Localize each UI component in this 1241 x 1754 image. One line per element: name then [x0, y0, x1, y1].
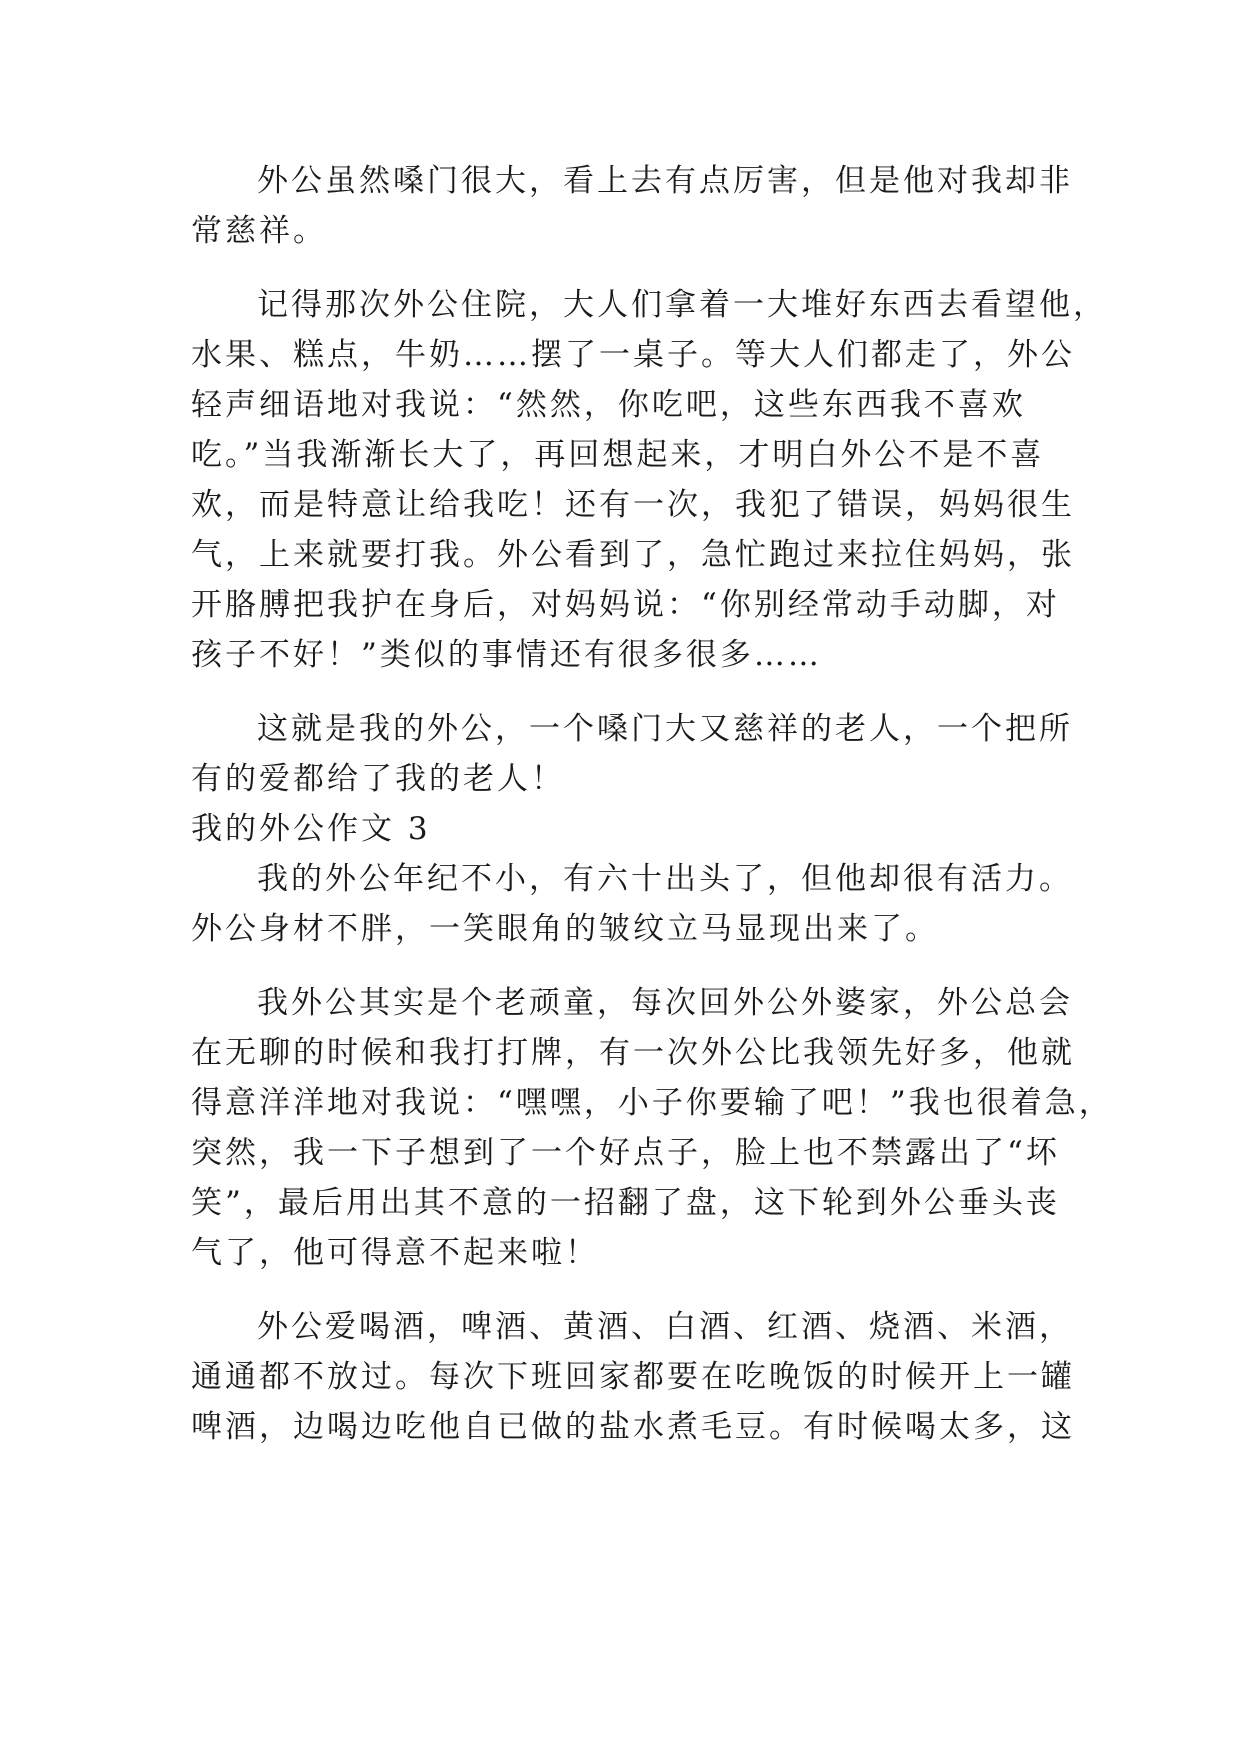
paragraph-line: 吃。”当我渐渐长大了，再回想起来，才明白外公不是不喜 — [191, 437, 1045, 473]
paragraph-line: 外公爱喝酒，啤酒、黄酒、白酒、红酒、烧酒、米酒， — [257, 1309, 1073, 1345]
paragraph-line: 轻声细语地对我说：“然然，你吃吧，这些东西我不喜欢 — [191, 387, 1026, 423]
paragraph-line: 欢，而是特意让给我吃！还有一次，我犯了错误，妈妈很生 — [191, 487, 1075, 523]
paragraph-line: 得意洋洋地对我说：“嘿嘿，小子你要输了吧！”我也很着急， — [191, 1085, 1113, 1121]
paragraph-line: 有的爱都给了我的老人！ — [191, 761, 565, 797]
paragraph-line: 外公虽然嗓门很大，看上去有点厉害，但是他对我却非 — [257, 163, 1073, 199]
paragraph-line: 我外公其实是个老顽童，每次回外公外婆家，外公总会 — [257, 985, 1073, 1021]
paragraph-line: 我的外公年纪不小，有六十出头了，但他却很有活力。 — [257, 861, 1073, 897]
paragraph-line: 啤酒，边喝边吃他自已做的盐水煮毛豆。有时候喝太多，这 — [191, 1409, 1075, 1445]
paragraph-line: 气了，他可得意不起来啦！ — [191, 1235, 599, 1271]
paragraph-line: 外公身材不胖，一笑眼角的皱纹立马显现出来了。 — [191, 911, 939, 947]
paragraph-line: 开胳膊把我护在身后，对妈妈说：“你别经常动手动脚，对 — [191, 587, 1060, 623]
document-body — [191, 156, 1113, 1452]
paragraph-line: 常慈祥。 — [191, 213, 327, 249]
section-heading: 我的外公作文 3 — [191, 811, 431, 847]
paragraph-line: 孩子不好！”类似的事情还有很多很多…… — [191, 637, 822, 673]
paragraph-line: 这就是我的外公，一个嗓门大又慈祥的老人，一个把所 — [257, 711, 1073, 747]
paragraph-line: 记得那次外公住院，大人们拿着一大堆好东西去看望他， — [257, 287, 1107, 323]
paragraph-line: 通通都不放过。每次下班回家都要在吃晚饭的时候开上一罐 — [191, 1359, 1075, 1395]
paragraph-line: 突然，我一下子想到了一个好点子，脸上也不禁露出了“坏 — [191, 1135, 1060, 1171]
paragraph-line: 笑”，最后用出其不意的一招翻了盘，这下轮到外公垂头丧 — [191, 1185, 1060, 1221]
paragraph-line: 水果、糕点，牛奶……摆了一桌子。等大人们都走了，外公 — [191, 337, 1075, 373]
paragraph-line: 在无聊的时候和我打打牌，有一次外公比我领先好多，他就 — [191, 1035, 1075, 1071]
paragraph-line: 气，上来就要打我。外公看到了，急忙跑过来拉住妈妈，张 — [191, 537, 1075, 573]
